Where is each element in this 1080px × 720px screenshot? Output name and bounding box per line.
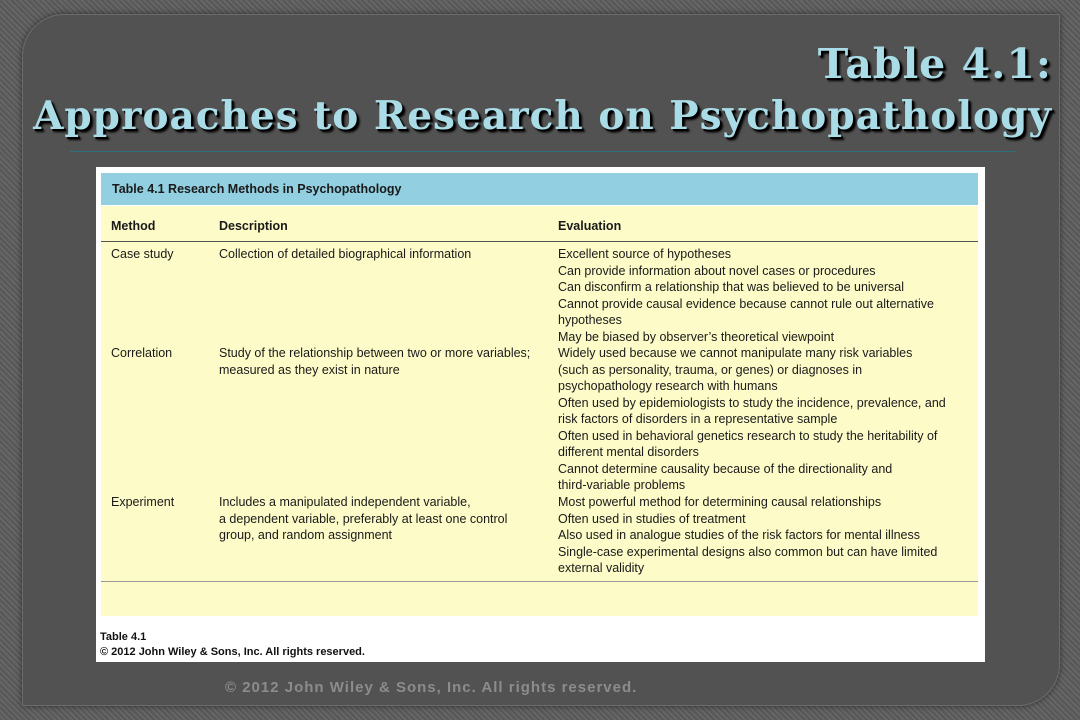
description-line: measured as they exist in nature — [219, 362, 400, 377]
evaluation-line: external validity — [558, 561, 645, 575]
description-line: Study of the relationship between two or more variables; — [219, 346, 531, 360]
evaluation-line: Cannot provide causal evidence because cannot rule out alternative — [558, 296, 934, 311]
evaluation-line: third-variable problems — [558, 478, 686, 492]
slide-title-line1: Table 4.1: — [817, 40, 1052, 88]
evaluation-line: Often used in studies of treatment — [558, 511, 746, 526]
description-line: a dependent variable, preferably at least one control — [219, 511, 508, 526]
evaluation-line: Single-case experimental designs also common but can have limited — [558, 544, 938, 559]
evaluation-line: Excellent source of hypotheses — [558, 247, 732, 261]
evaluation-line: (such as personality, trauma, or genes) or diagnoses in — [558, 362, 863, 377]
row-experiment-description — [219, 494, 507, 544]
description-line: Collection of detailed biographical information — [219, 247, 472, 261]
description-line: Includes a manipulated independent variable, — [219, 495, 471, 509]
evaluation-line: Cannot determine causality because of the directionality and — [558, 461, 893, 476]
caption-copyright: © 2012 John Wiley & Sons, Inc. All rights reserved. — [100, 646, 365, 658]
column-header-evaluation: Evaluation — [558, 219, 622, 233]
row-correlation-description — [219, 345, 530, 378]
row-correlation-evaluation — [558, 345, 946, 494]
evaluation-line: Often used by epidemiologists to study the incidence, prevalence, and — [558, 395, 946, 410]
evaluation-line: risk factors of disorders in a representative sample — [558, 412, 838, 426]
row-experiment-evaluation — [558, 494, 937, 577]
slide-title-line2: Approaches to Research on Psychopathology — [33, 93, 1052, 139]
evaluation-line: Most powerful method for determining causal relationships — [558, 495, 882, 509]
table-bottom-rule — [101, 581, 978, 582]
evaluation-line: May be biased by observer’s theoretical viewpoint — [558, 329, 835, 344]
slide-footer: © 2012 John Wiley & Sons, Inc. All rights reserved. — [225, 679, 638, 696]
evaluation-line: psychopathology research with humans — [558, 379, 778, 393]
evaluation-line: hypotheses — [558, 313, 622, 327]
column-header-description: Description — [219, 219, 288, 233]
row-experiment-method: Experiment — [111, 495, 175, 509]
row-correlation-method: Correlation — [111, 346, 173, 360]
table-figure — [96, 167, 985, 662]
row-case-study-method: Case study — [111, 247, 174, 261]
evaluation-line: Also used in analogue studies of the risk factors for mental illness — [558, 528, 920, 542]
evaluation-line: Often used in behavioral genetics research to study the heritability of — [558, 428, 938, 443]
evaluation-line: different mental disorders — [558, 445, 699, 459]
table-body — [101, 206, 978, 616]
description-line: group, and random assignment — [219, 528, 393, 542]
column-header-method: Method — [111, 219, 156, 233]
header-rule — [101, 241, 978, 242]
caption-label: Table 4.1 — [100, 631, 147, 643]
evaluation-line: Can disconfirm a relationship that was believed to be universal — [558, 280, 905, 294]
evaluation-line: Can provide information about novel cases or procedures — [558, 263, 876, 278]
row-case-study-evaluation — [558, 246, 934, 345]
table-heading: Table 4.1 Research Methods in Psychopathology — [101, 173, 978, 205]
table-caption — [100, 630, 365, 660]
evaluation-line: Widely used because we cannot manipulate many risk variables — [558, 346, 913, 360]
row-case-study-description — [219, 246, 471, 263]
title-divider — [70, 151, 1015, 152]
